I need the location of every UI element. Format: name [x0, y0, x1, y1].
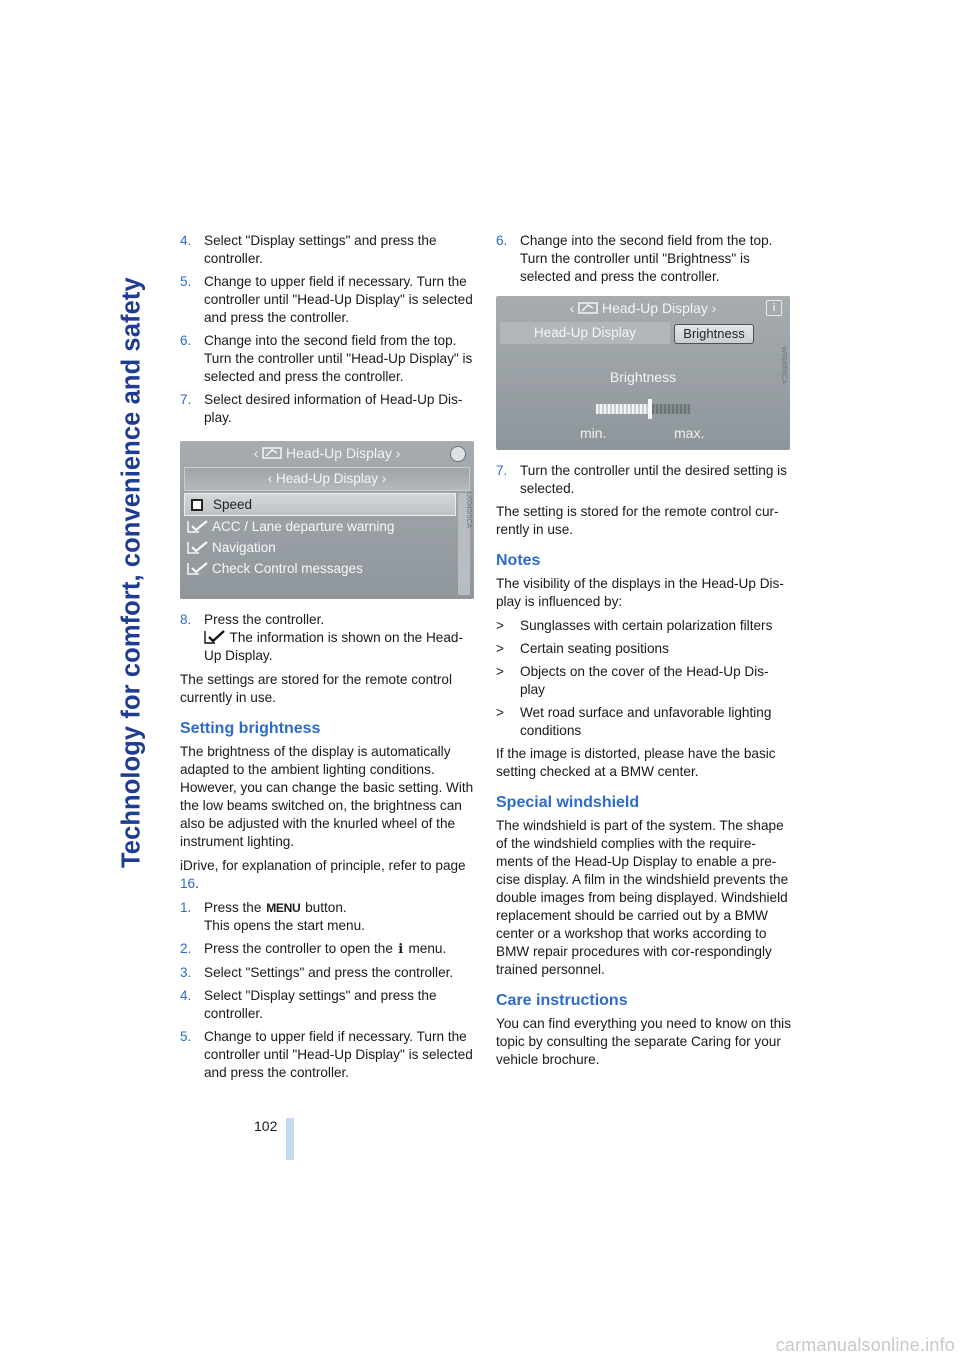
heading-setting-brightness: Setting brightness: [180, 720, 321, 737]
page-tab-bar: [286, 1118, 294, 1160]
brightness-screenshot: [496, 296, 790, 450]
heading-notes: Notes: [496, 552, 541, 569]
checkmark-icon: [187, 541, 209, 554]
step-number: 5.: [180, 1029, 192, 1044]
slider-handle[interactable]: [648, 399, 652, 419]
image-code: W6040/5CA: [780, 346, 788, 384]
setting-stored-text: The setting is stored for the remote control cur-rently in use.: [496, 504, 779, 537]
slider-track: [652, 404, 690, 414]
bullet-marker: >: [496, 705, 504, 720]
step-6: 6. Change into the second field from the top. Turn the controller until "Brightness" is selected and press the controller.: [496, 233, 773, 284]
hud-info-list: [184, 493, 456, 595]
step-text: Select "Settings" and press the controller.: [204, 965, 454, 980]
checkbox-icon: [191, 499, 203, 511]
step-text: Change into the second field from the top. Turn the controller until "Head-Up Display" is selected and press the controller.: [204, 333, 473, 384]
hud-icon: [578, 302, 598, 314]
notes-intro: The visibility of the displays in the Head-Up Dis-play is influenced by:: [496, 576, 784, 609]
bullet-text: Wet road surface and unfavorable lighting conditions: [520, 705, 772, 738]
watermark: carmanualsonline.info: [775, 1335, 955, 1355]
step-text: Change to upper field if necessary. Turn the controller until "Head-Up Display" is selected and press the controller.: [204, 274, 473, 325]
heading-special-windshield: Special windshield: [496, 794, 640, 811]
brightness-slider[interactable]: [596, 404, 690, 414]
screen-title: ‹ Head-Up Display ›: [253, 445, 401, 461]
bullet-marker: >: [496, 664, 504, 679]
bullet-item: [496, 704, 792, 740]
bullet-text: Objects on the cover of the Head-Up Dis-play: [520, 664, 769, 697]
step-item: [180, 232, 476, 268]
brightness-text: The brightness of the display is automatically adapted to the ambient lighting conditions. However, you can change the basic setting. With the low beams switched on, the brightness can also be adjusted with the knurled wheel of the instrument lighting.: [180, 744, 474, 849]
step-2: 2. Press the controller to open the i menu.: [180, 941, 447, 957]
step-1: 1. Press the MENU button. This opens the start menu.: [180, 900, 365, 933]
bullet-marker: >: [496, 618, 504, 633]
list-item[interactable]: Speed: [184, 493, 456, 516]
screen-subtitle: ‹ Head-Up Display ›: [184, 467, 470, 491]
image-code: U6040/5CA: [464, 491, 472, 529]
hud-info-screenshot: [180, 441, 474, 599]
list-item[interactable]: ACC / Lane departure warning: [184, 516, 456, 537]
page-number: 102: [254, 1118, 278, 1134]
step-text: Select desired information of Head-Up Dis-play.: [204, 392, 463, 425]
bullet-item: [496, 663, 792, 699]
windshield-text: The windshield is part of the system. The shape of the windshield complies with the require-ments of the Head-Up Display to enable a pre-cise display. A film in the windshield prevents the double images from being displayed. Windshield replacement should be carried out by a BMW center or a workshop that works according to BMW repair procedures with cor-respondingly trained personnel.: [496, 818, 789, 977]
step-item: [180, 1028, 476, 1082]
info-icon: i: [398, 942, 404, 957]
checkmark-icon: [204, 630, 226, 644]
list-item[interactable]: Navigation: [184, 537, 456, 558]
step-item: [180, 391, 476, 427]
slider-fill: [596, 404, 648, 414]
screen-title: ‹ Head-Up Display ›: [569, 300, 717, 316]
step-text: Select "Display settings" and press the controller.: [204, 233, 437, 266]
bullet-item: [496, 640, 792, 658]
bullet-marker: >: [496, 641, 504, 656]
checkmark-icon: [187, 520, 209, 533]
hud-icon: [262, 447, 282, 459]
bullet-text: Certain seating positions: [520, 641, 669, 656]
step-number: 4.: [180, 988, 192, 1003]
idrive-reference: iDrive, for explanation of principle, refer to page 16.: [180, 858, 466, 891]
info-icon: i: [766, 300, 782, 316]
step-8: 8. Press the controller.: [180, 612, 325, 627]
distorted-text: If the image is distorted, please have the basic setting checked at a BMW center.: [496, 746, 776, 779]
bullet-text: Sunglasses with certain polarization filters: [520, 618, 773, 633]
step-item: [180, 273, 476, 327]
left-column: [180, 232, 476, 1087]
heading-care-instructions: Care instructions: [496, 992, 628, 1009]
step-8-note: The information is shown on the Head-Up Display.: [204, 630, 464, 663]
tab-head-up-display[interactable]: Head-Up Display: [500, 322, 670, 344]
tab-brightness[interactable]: Brightness: [674, 324, 754, 344]
step-item: [180, 987, 476, 1023]
page-link[interactable]: 16: [180, 876, 196, 891]
right-column: [496, 232, 792, 1075]
step-item: [180, 964, 476, 982]
step-7: 7. Turn the controller until the desired setting is selected.: [496, 463, 787, 496]
chapter-title: Technology for comfort, convenience and safety: [117, 277, 146, 868]
step-number: 7.: [180, 392, 192, 407]
screen-tabs: [500, 322, 786, 344]
care-text: You can find everything you need to know on this topic by consulting the separate Caring for your vehicle brochure.: [496, 1016, 791, 1067]
list-item[interactable]: Check Control messages: [184, 558, 456, 579]
step-text: Select "Display settings" and press the controller.: [204, 988, 437, 1021]
slider-min-label: min.: [580, 425, 607, 441]
settings-stored-text: The settings are stored for the remote control currently in use.: [180, 672, 453, 705]
controller-icon: [450, 446, 466, 462]
bullet-item: [496, 617, 792, 635]
step-number: 3.: [180, 965, 192, 980]
step-text: Change to upper field if necessary. Turn the controller until "Head-Up Display" is selected and press the controller.: [204, 1029, 473, 1080]
checkmark-icon: [187, 562, 209, 575]
step-number: 5.: [180, 274, 192, 289]
brightness-label: Brightness: [609, 369, 677, 385]
step-number: 6.: [180, 333, 192, 348]
step-item: [180, 332, 476, 386]
slider-max-label: max.: [674, 425, 705, 441]
step-number: 4.: [180, 233, 192, 248]
menu-button-icon: MENU: [266, 901, 301, 915]
